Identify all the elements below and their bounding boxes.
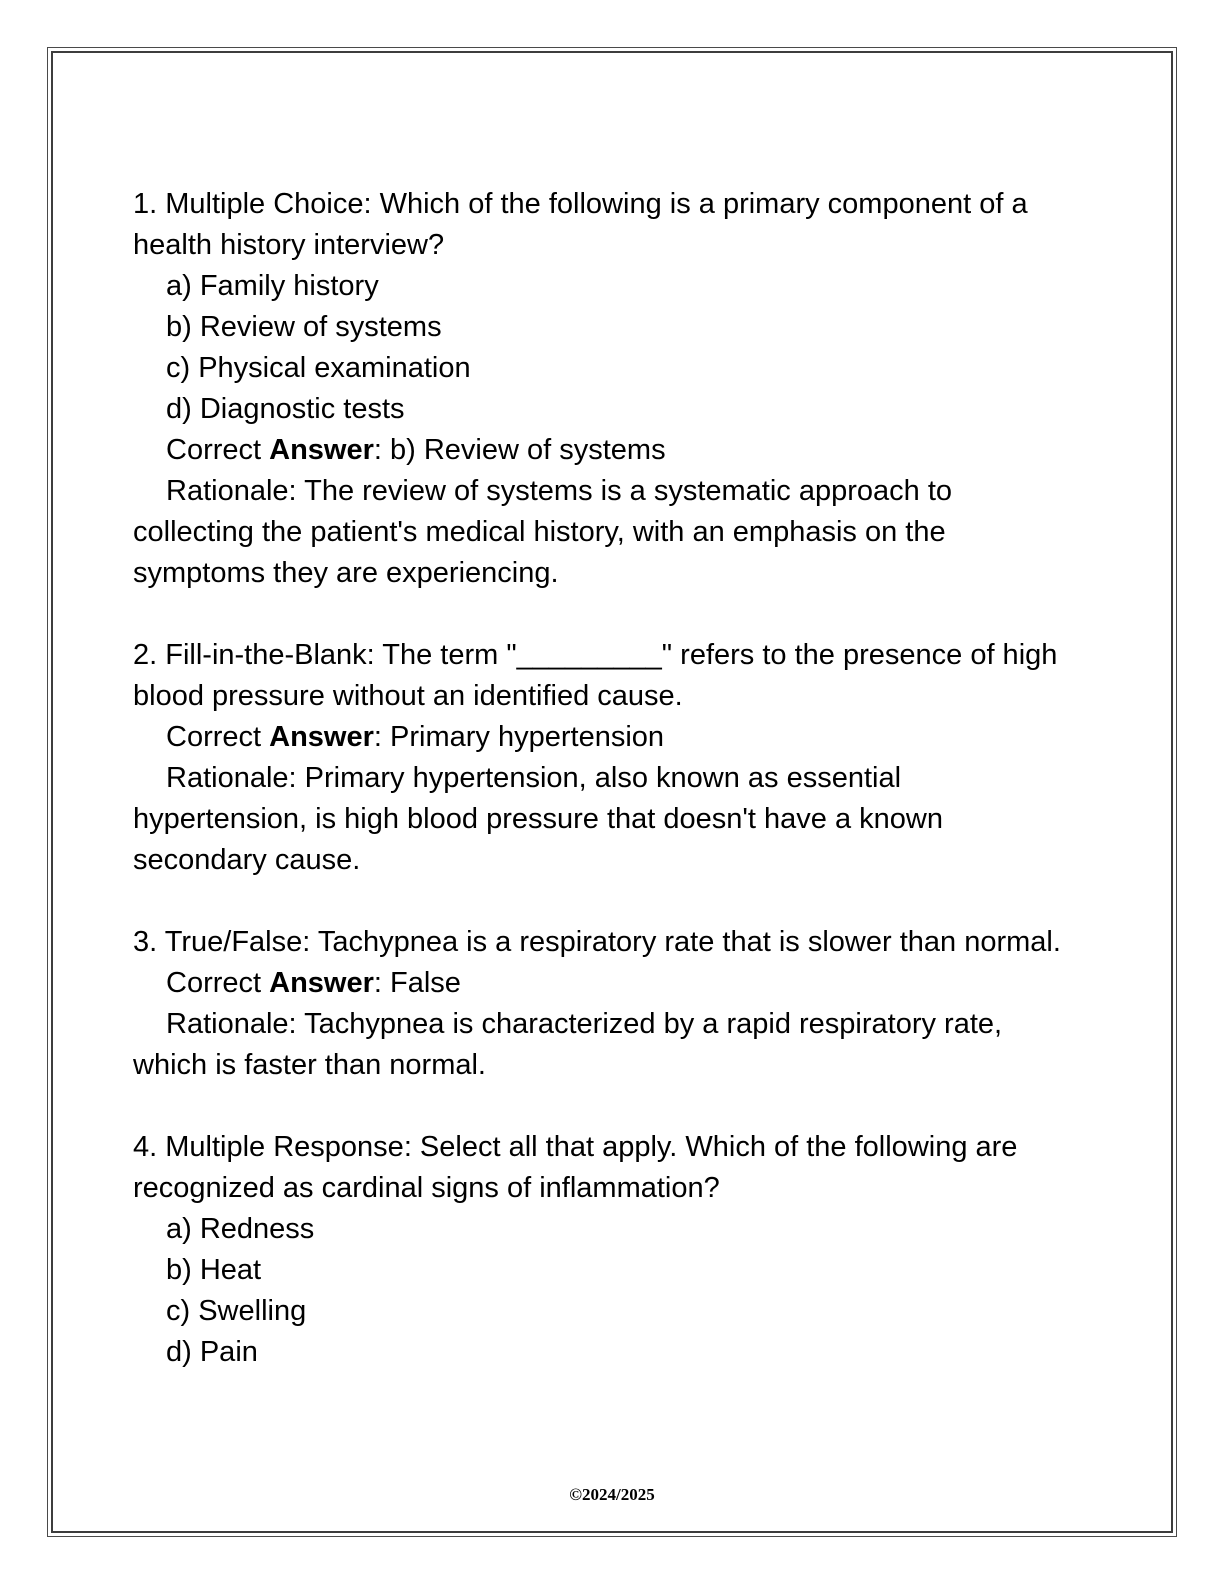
- question-3: [133, 922, 1070, 1086]
- question-prompt: 2. Fill-in-the-Blank: The term "_________" refers to the presence of high blood pressure without an identified cause.: [133, 639, 1058, 712]
- option-c: c) Swelling: [166, 1295, 307, 1327]
- document-body: [133, 184, 1070, 1414]
- option-d: d) Diagnostic tests: [166, 393, 405, 425]
- option-c: c) Physical examination: [166, 352, 471, 384]
- question-prompt: 3. True/False: Tachypnea is a respiratory rate that is slower than normal.: [133, 926, 1061, 958]
- answer-line: [133, 963, 1070, 1004]
- answer-line: [133, 717, 1070, 758]
- answer-text: : b) Review of systems: [373, 434, 666, 466]
- option-b: b) Heat: [166, 1254, 262, 1286]
- option-a: a) Family history: [166, 270, 379, 302]
- question-prompt: 1. Multiple Choice: Which of the following is a primary component of a health history interview?: [133, 188, 1028, 261]
- question-1: [133, 184, 1070, 594]
- answer-prefix: Correct: [166, 434, 270, 466]
- answer-prefix: Correct: [166, 721, 270, 753]
- question-4: [133, 1127, 1070, 1373]
- answer-text: : False: [373, 967, 461, 999]
- answer-line: [133, 430, 1070, 471]
- answer-label: Answer: [269, 967, 374, 999]
- answer-label: Answer: [269, 434, 374, 466]
- rationale: Rationale: Tachypnea is characterized by a rapid respiratory rate, which is faster than normal.: [133, 1008, 1003, 1081]
- answer-prefix: Correct: [166, 967, 270, 999]
- footer-copyright: ©2024/2025: [569, 1485, 655, 1504]
- page-border-inner: [51, 51, 1173, 1533]
- rationale: Rationale: Primary hypertension, also known as essential hypertension, is high blood pressure that doesn't have a known secondary cause.: [133, 762, 944, 876]
- answer-label: Answer: [269, 721, 374, 753]
- rationale: Rationale: The review of systems is a systematic approach to collecting the patient's medical history, with an emphasis on the symptoms they are experiencing.: [133, 475, 953, 589]
- question-2: [133, 635, 1070, 881]
- option-a: a) Redness: [166, 1213, 315, 1245]
- option-d: d) Pain: [166, 1336, 258, 1368]
- question-prompt: 4. Multiple Response: Select all that apply. Which of the following are recognized as cardinal signs of inflammation?: [133, 1131, 1018, 1204]
- page-border-outer: [47, 47, 1177, 1537]
- answer-text: : Primary hypertension: [373, 721, 665, 753]
- option-b: b) Review of systems: [166, 311, 442, 343]
